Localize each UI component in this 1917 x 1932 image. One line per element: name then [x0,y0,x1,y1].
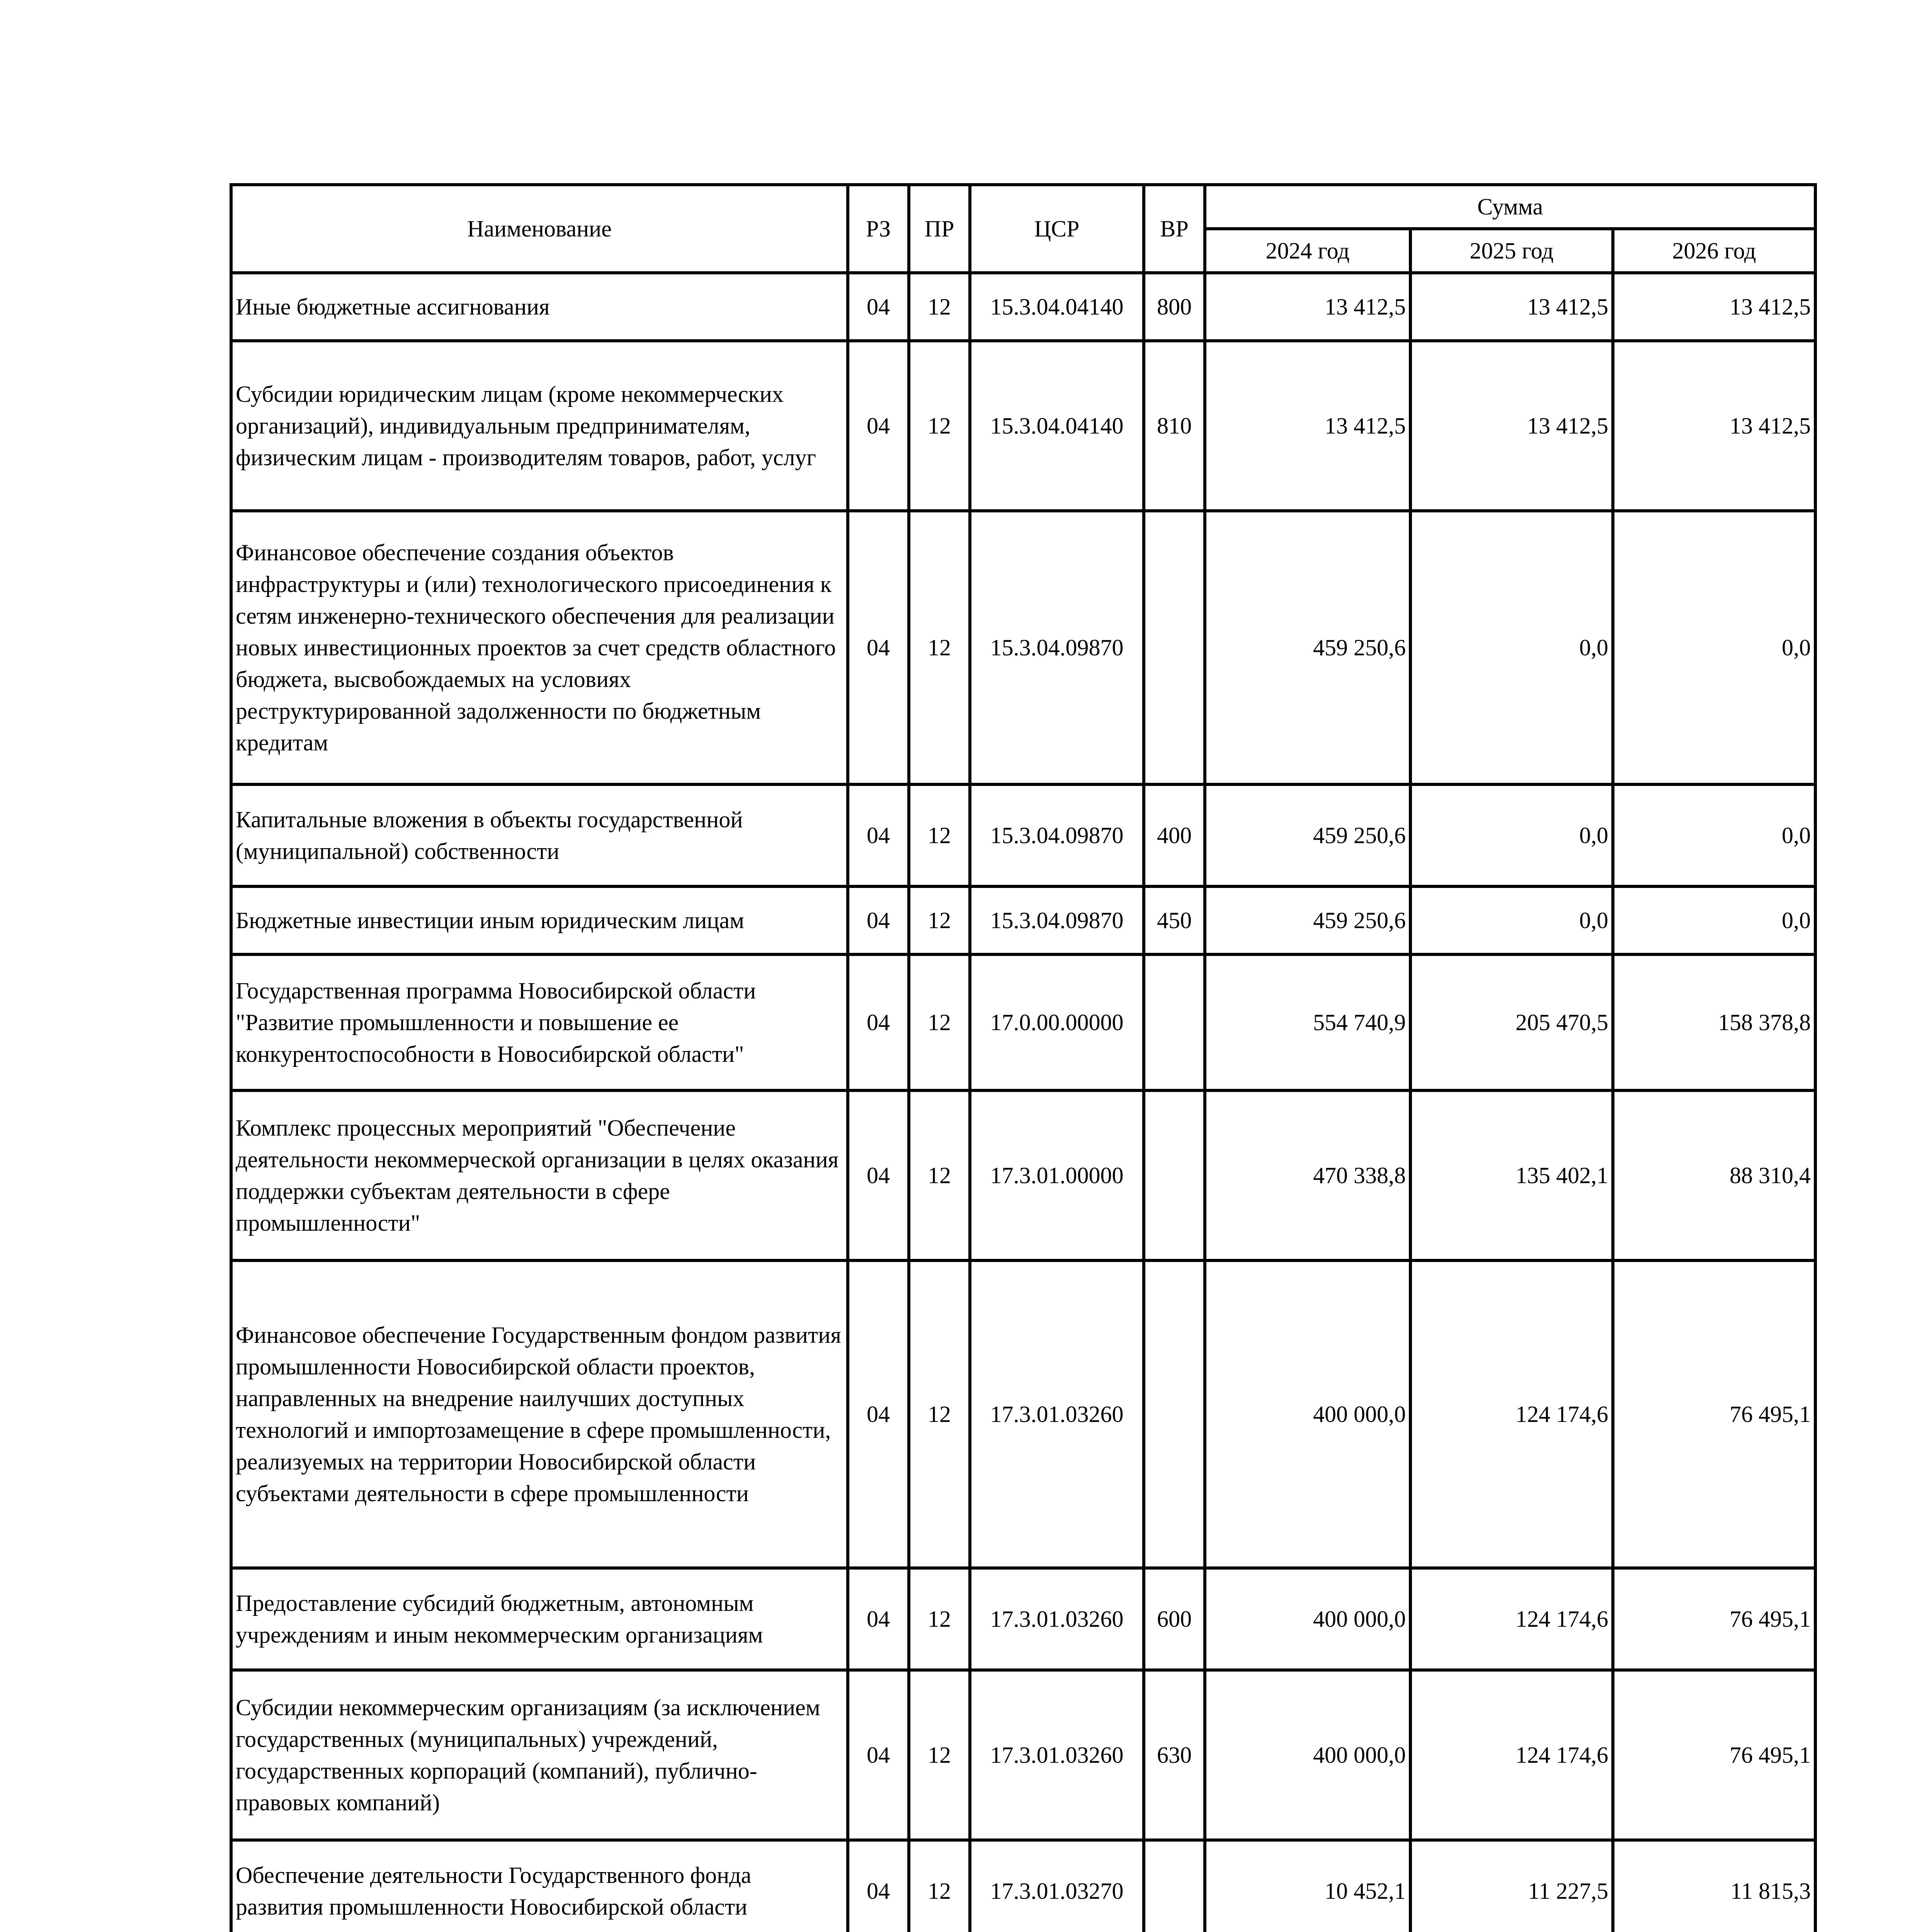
cell-y2024: 13 412,5 [1205,273,1410,341]
cell-y2025: 0,0 [1410,784,1613,886]
cell-rz: 04 [848,1670,909,1840]
cell-y2026: 13 412,5 [1613,273,1815,341]
cell-rz: 04 [848,1568,909,1670]
cell-rz: 04 [848,511,909,784]
cell-y2024: 470 338,8 [1205,1090,1410,1260]
cell-y2024: 459 250,6 [1205,511,1410,784]
cell-vr [1144,1260,1205,1568]
cell-csr: 15.3.04.09870 [970,784,1144,886]
table-row [231,1260,1815,1568]
cell-y2025: 11 227,5 [1410,1840,1613,1932]
cell-pr: 12 [909,1670,970,1840]
cell-csr: 15.3.04.04140 [970,341,1144,511]
cell-y2025: 13 412,5 [1410,341,1613,511]
cell-vr [1144,954,1205,1090]
cell-y2025: 0,0 [1410,511,1613,784]
cell-pr: 12 [909,341,970,511]
cell-rz: 04 [848,784,909,886]
table-row [231,341,1815,511]
cell-csr: 15.3.04.04140 [970,273,1144,341]
cell-vr [1144,511,1205,784]
header-csr: ЦСР [970,185,1144,273]
cell-y2026: 158 378,8 [1613,954,1815,1090]
cell-rz: 04 [848,273,909,341]
table-row [231,273,1815,341]
table-row [231,1840,1815,1932]
header-name: Наименование [231,185,848,273]
cell-y2024: 459 250,6 [1205,784,1410,886]
cell-y2026: 88 310,4 [1613,1090,1815,1260]
cell-y2026: 76 495,1 [1613,1568,1815,1670]
cell-name: Субсидии некоммерческим организациям (за исключением государственных (муниципальных) учреждений, государственных корпораций (компаний), публично-правовых компаний) [231,1670,848,1840]
cell-pr: 12 [909,1840,970,1932]
cell-name: Обеспечение деятельности Государственного фонда развития промышленности Новосибирской области [231,1840,848,1932]
header-rz: РЗ [848,185,909,273]
cell-csr: 17.3.01.03260 [970,1260,1144,1568]
cell-name: Иные бюджетные ассигнования [231,273,848,341]
table-row [231,1090,1815,1260]
cell-y2026: 0,0 [1613,511,1815,784]
cell-csr: 17.3.01.03270 [970,1840,1144,1932]
cell-y2024: 400 000,0 [1205,1568,1410,1670]
header-year-2025: 2025 год [1410,229,1613,273]
cell-y2025: 124 174,6 [1410,1670,1613,1840]
header-year-2026: 2026 год [1613,229,1815,273]
cell-rz: 04 [848,1840,909,1932]
cell-pr: 12 [909,1260,970,1568]
cell-csr: 15.3.04.09870 [970,511,1144,784]
cell-y2026: 0,0 [1613,784,1815,886]
cell-pr: 12 [909,273,970,341]
cell-y2025: 205 470,5 [1410,954,1613,1090]
cell-name: Предоставление субсидий бюджетным, автономным учреждениям и иным некоммерческим организациям [231,1568,848,1670]
table-row [231,511,1815,784]
cell-pr: 12 [909,784,970,886]
cell-y2024: 10 452,1 [1205,1840,1410,1932]
cell-pr: 12 [909,1568,970,1670]
cell-y2026: 13 412,5 [1613,341,1815,511]
cell-y2025: 124 174,6 [1410,1568,1613,1670]
table-row [231,1670,1815,1840]
cell-y2026: 76 495,1 [1613,1260,1815,1568]
header-vr: ВР [1144,185,1205,273]
cell-csr: 17.3.01.03260 [970,1568,1144,1670]
cell-vr: 600 [1144,1568,1205,1670]
cell-y2025: 0,0 [1410,886,1613,954]
cell-rz: 04 [848,1260,909,1568]
cell-csr: 17.0.00.00000 [970,954,1144,1090]
cell-y2026: 0,0 [1613,886,1815,954]
cell-pr: 12 [909,1090,970,1260]
cell-y2025: 13 412,5 [1410,273,1613,341]
cell-name: Бюджетные инвестиции иным юридическим лицам [231,886,848,954]
cell-vr: 450 [1144,886,1205,954]
cell-rz: 04 [848,954,909,1090]
cell-rz: 04 [848,1090,909,1260]
cell-y2024: 13 412,5 [1205,341,1410,511]
cell-pr: 12 [909,954,970,1090]
cell-y2024: 400 000,0 [1205,1670,1410,1840]
cell-y2024: 400 000,0 [1205,1260,1410,1568]
header-sum: Сумма [1205,185,1815,229]
cell-name: Комплекс процессных мероприятий "Обеспечение деятельности некоммерческой организации в целях оказания поддержки субъектам деятельности в сфере промышленности" [231,1090,848,1260]
cell-name: Капитальные вложения в объекты государственной (муниципальной) собственности [231,784,848,886]
table-row [231,784,1815,886]
cell-vr: 630 [1144,1670,1205,1840]
cell-csr: 17.3.01.00000 [970,1090,1144,1260]
cell-csr: 17.3.01.03260 [970,1670,1144,1840]
cell-pr: 12 [909,886,970,954]
cell-vr: 800 [1144,273,1205,341]
cell-rz: 04 [848,886,909,954]
cell-y2024: 554 740,9 [1205,954,1410,1090]
cell-rz: 04 [848,341,909,511]
cell-y2024: 459 250,6 [1205,886,1410,954]
table-row [231,886,1815,954]
cell-name: Государственная программа Новосибирской области "Развитие промышленности и повышение ее конкурентоспособности в Новосибирской области" [231,954,848,1090]
header-pr: ПР [909,185,970,273]
cell-csr: 15.3.04.09870 [970,886,1144,954]
cell-vr: 400 [1144,784,1205,886]
cell-name: Субсидии юридическим лицам (кроме некоммерческих организаций), индивидуальным предпринимателям, физическим лицам - производителям товаров, работ, услуг [231,341,848,511]
cell-vr: 810 [1144,341,1205,511]
cell-y2026: 11 815,3 [1613,1840,1815,1932]
table-row [231,1568,1815,1670]
cell-name: Финансовое обеспечение Государственным фондом развития промышленности Новосибирской области проектов, направленных на внедрение наилучших доступных технологий и импортозамещение в сфере промышленности, реализуемых на территории Новосибирской области субъектами деятельности в сфере промышленности [231,1260,848,1568]
cell-y2025: 135 402,1 [1410,1090,1613,1260]
table-body [231,273,1815,1932]
cell-vr [1144,1840,1205,1932]
cell-y2026: 76 495,1 [1613,1670,1815,1840]
table-row [231,954,1815,1090]
cell-pr: 12 [909,511,970,784]
header-year-2024: 2024 год [1205,229,1410,273]
budget-table [230,183,1817,1932]
cell-vr [1144,1090,1205,1260]
cell-name: Финансовое обеспечение создания объектов инфраструктуры и (или) технологического присоединения к сетям инженерно-технического обеспечения для реализации новых инвестиционных проектов за счет средств областного бюджета, высвобождаемых на условиях реструктурированной задолженности по бюджетным кредитам [231,511,848,784]
cell-y2025: 124 174,6 [1410,1260,1613,1568]
